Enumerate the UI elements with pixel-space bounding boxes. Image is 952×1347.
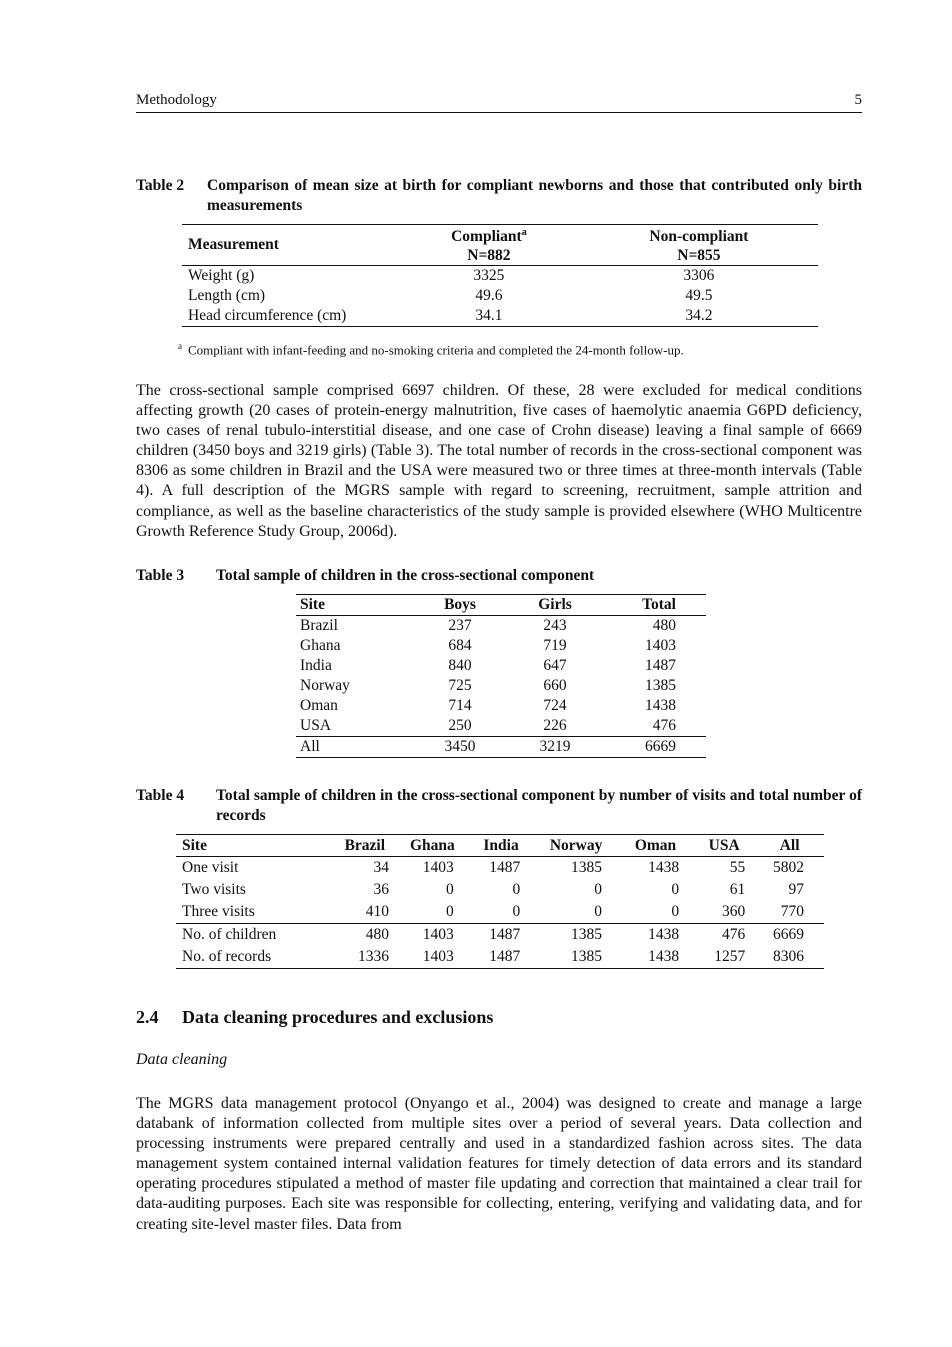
table-row [296, 656, 706, 676]
table2-header-measurement: Measurement [182, 225, 398, 266]
table4-cell: 0 [512, 881, 521, 898]
section-number: 2.4 [136, 1007, 159, 1027]
table3-cell: Oman [300, 697, 338, 714]
table3-cell: Ghana [300, 637, 341, 654]
table2 [182, 224, 818, 327]
table4-header-cell: Brazil [333, 835, 397, 857]
table3-cell: 226 [543, 717, 567, 734]
compliant-label: Compliant [451, 228, 522, 245]
table4-header-cell: Ghana [397, 835, 468, 857]
table4-body [176, 857, 824, 969]
table3-cell: India [300, 657, 332, 674]
table3-cell: 3219 [500, 737, 610, 758]
table4-cell: No. of records [182, 948, 272, 965]
table-row [176, 901, 824, 924]
table4-cell: Two visits [182, 881, 246, 898]
table3-cell: 480 [652, 617, 676, 634]
table4-cell: 8306 [773, 948, 804, 965]
table3-header-total: Total [610, 595, 706, 616]
table4-cell: 480 [333, 924, 397, 947]
table3-header-boys: Boys [420, 595, 500, 616]
footnote-mark: a [178, 341, 182, 351]
table2-cell: Head circumference (cm) [188, 307, 347, 324]
section-heading [136, 1007, 493, 1028]
table2-cell: Length (cm) [188, 287, 266, 304]
table4-cell: 5802 [773, 859, 804, 876]
table3-label: Table 3 [136, 567, 185, 584]
table3-cell: All [296, 737, 420, 758]
table4-header-cell: Site [176, 835, 333, 857]
table4-cell: 476 [693, 924, 755, 947]
table3-cell: 250 [448, 717, 472, 734]
table4-header-cell: Norway [534, 835, 618, 857]
table4-cell: 1403 [422, 948, 454, 965]
table2-label: Table 2 [136, 177, 185, 194]
table-row [176, 879, 824, 901]
table3-cell: 6669 [610, 737, 706, 758]
table-row [296, 676, 706, 696]
table3-cell: 647 [543, 657, 567, 674]
table3-cell: 1438 [645, 697, 676, 714]
table4-cell: 1403 [397, 924, 468, 947]
table4-cell: 61 [729, 881, 746, 898]
table4-cell: One visit [182, 859, 239, 876]
section-title: Data cleaning procedures and exclusions [182, 1007, 494, 1027]
table3-cell: 1385 [645, 677, 676, 694]
table4-caption-text: Total sample of children in the cross-sectional component by number of visits and total number of records [216, 787, 862, 824]
table4-cell: 0 [512, 903, 521, 920]
table4-cell: 1438 [618, 924, 693, 947]
table3-total-row [296, 737, 706, 758]
table4-cell: 410 [365, 903, 389, 920]
table3-cell: 684 [448, 637, 472, 654]
table-row [182, 306, 818, 327]
subheading: Data cleaning [136, 1051, 228, 1068]
table4-cell: 36 [373, 881, 389, 898]
table3-cell: 714 [448, 697, 472, 714]
table4-cell: 1385 [534, 924, 618, 947]
table4-header-cell: India [468, 835, 535, 857]
table-row [176, 924, 824, 947]
table4-cell: 0 [594, 881, 602, 898]
table4-cell: 770 [780, 903, 804, 920]
header-title: Methodology [136, 92, 217, 108]
table2-cell: 34.1 [475, 307, 503, 324]
table4-caption [136, 786, 862, 826]
table4-cell: 1403 [422, 859, 454, 876]
table4-cell: 1438 [648, 948, 680, 965]
table4-cell: 1336 [357, 948, 389, 965]
table4-header-cell: All [755, 835, 824, 857]
noncompliant-n: N=855 [677, 247, 721, 264]
compliant-footnote-mark: a [521, 226, 527, 238]
table3-cell: Norway [300, 677, 350, 694]
table4-header-row [176, 835, 824, 857]
table4-cell: 0 [446, 881, 454, 898]
table4-label: Table 4 [136, 787, 185, 804]
table3-cell: 725 [448, 677, 472, 694]
table4-header-cell: Oman [618, 835, 693, 857]
table2-header-compliant [398, 225, 580, 266]
table-row [296, 716, 706, 737]
table2-cell: 49.5 [685, 287, 713, 304]
table4-cell: 1385 [570, 948, 602, 965]
table3-header-site: Site [296, 595, 420, 616]
table4-cell: 0 [446, 903, 454, 920]
table4-cell: Three visits [182, 903, 255, 920]
table3-cell: 840 [448, 657, 472, 674]
table4-cell: 97 [788, 881, 804, 898]
table4-cell: 1487 [468, 924, 535, 947]
table3-header-girls: Girls [500, 595, 610, 616]
table3-cell: 237 [448, 617, 472, 634]
compliant-n: N=882 [467, 247, 511, 264]
table-row [176, 946, 824, 969]
table2-header-noncompliant [580, 225, 818, 266]
table2-cell: 34.2 [685, 307, 713, 324]
table3 [296, 594, 706, 758]
table4-cell: 1487 [489, 948, 521, 965]
table3-cell: 719 [543, 637, 567, 654]
table3-cell: 243 [543, 617, 567, 634]
table4-cell: 6669 [755, 924, 824, 947]
table4-cell: 0 [671, 881, 680, 898]
table3-cell: 1487 [645, 657, 676, 674]
table3-cell: 476 [652, 717, 676, 734]
table3-caption [136, 566, 862, 586]
table3-caption-text: Total sample of children in the cross-sectional component [216, 567, 595, 584]
table3-cell: 724 [543, 697, 567, 714]
table2-caption [136, 176, 862, 216]
table-row [296, 616, 706, 637]
table4-cell: 1487 [489, 859, 521, 876]
table2-header-row [182, 225, 818, 266]
table4-cell: 0 [671, 903, 680, 920]
body-paragraph-2: The MGRS data management protocol (Onyango et al., 2004) was designed to create and manage a large databank of information collected from multiple sites over a period of several years. Data collection and processing instruments were prepared centrally and used in a standardized fashion across sites. The data management system contained internal validation features for timely detection of data errors and its standard operating procedures stipulated a method of master file updating and correction that maintained a clear trail for data-auditing purposes. Each site was responsible for collecting, entering, verifying and validating data, and for creating site-level master files. Data from [136, 1095, 862, 1233]
table3-cell: 3450 [420, 737, 500, 758]
table2-cell: 49.6 [475, 287, 503, 304]
body-paragraph-1: The cross-sectional sample comprised 6697 children. Of these, 28 were excluded for medical conditions affecting growth (20 cases of protein-energy malnutrition, five cases of haemolytic anaemia G6PD deficiency, two cases of renal tubulo-interstitial disease, and one case of Crohn disease) leaving a final sample of 6669 children (3450 boys and 3219 girls) (Table 3). The total number of records in the cross-sectional component was 8306 as some children in Brazil and the USA were measured two or three times at three-month intervals (Table 4). A full description of the MGRS sample with regard to screening, recruitment, sample attrition and compliance, as well as the baseline characteristics of the study sample is provided elsewhere (WHO Multicentre Growth Reference Study Group, 2006d). [136, 382, 862, 540]
table4-cell: 1438 [648, 859, 680, 876]
table2-cell: Weight (g) [188, 267, 255, 284]
table2-caption-text: Comparison of mean size at birth for compliant newborns and those that contributed only birth measurements [207, 177, 862, 214]
table3-cell: 660 [543, 677, 567, 694]
table-row [182, 266, 818, 287]
table3-cell: 1403 [645, 637, 676, 654]
table4 [176, 834, 824, 969]
running-header [136, 92, 862, 113]
table4-header-cell: USA [693, 835, 755, 857]
table3-cell: USA [300, 717, 332, 734]
table3-body [296, 616, 706, 737]
footnote-text: Compliant with infant-feeding and no-smoking criteria and completed the 24-month follow-up. [188, 342, 684, 358]
table4-cell: 55 [729, 859, 746, 876]
table4-cell: No. of children [176, 924, 333, 947]
table-row [296, 696, 706, 716]
table4-cell: 0 [594, 903, 602, 920]
table-row [176, 857, 824, 880]
table4-cell: 360 [722, 903, 746, 920]
table-row [182, 286, 818, 306]
page-number: 5 [854, 92, 862, 108]
table2-cell: 3306 [683, 267, 715, 284]
table2-cell: 3325 [473, 267, 505, 284]
noncompliant-label: Non-compliant [649, 228, 749, 245]
table3-header-row [296, 595, 706, 616]
table3-cell: Brazil [300, 617, 338, 634]
table4-cell: 34 [373, 859, 389, 876]
table4-cell: 1385 [570, 859, 602, 876]
table4-cell: 1257 [714, 948, 746, 965]
table-row [296, 636, 706, 656]
table2-footnote [178, 341, 684, 358]
